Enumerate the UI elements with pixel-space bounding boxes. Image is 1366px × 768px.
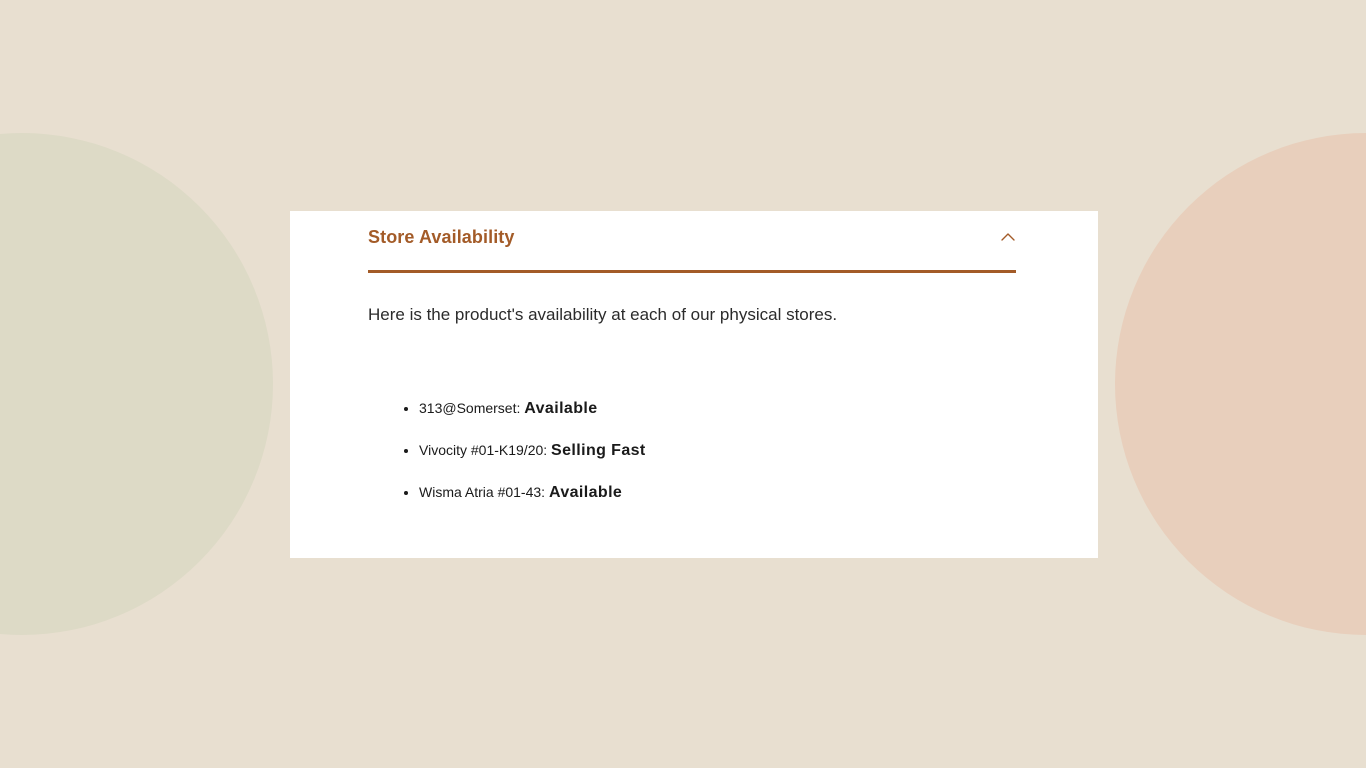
- store-availability-panel: [290, 211, 1098, 558]
- list-item: [419, 479, 646, 521]
- store-status: Available: [524, 400, 598, 417]
- store-list: [388, 395, 646, 521]
- accordion-title: Store Availability: [368, 227, 515, 247]
- store-name: Vivocity #01-K19/20:: [419, 442, 548, 458]
- chevron-up-icon[interactable]: [1000, 229, 1016, 245]
- store-status: Available: [548, 484, 623, 501]
- store-name: Wisma Atria #01-43:: [419, 484, 546, 500]
- accordion-header[interactable]: [368, 211, 1016, 273]
- store-status: Selling Fast: [551, 442, 646, 459]
- availability-description: Here is the product's availability at each of our physical stores.: [368, 305, 838, 324]
- store-name: 313@Somerset:: [419, 400, 521, 416]
- list-item: [419, 395, 646, 437]
- background-circle-left: [0, 133, 273, 635]
- list-item: [419, 437, 646, 479]
- background-circle-right: [1115, 133, 1366, 635]
